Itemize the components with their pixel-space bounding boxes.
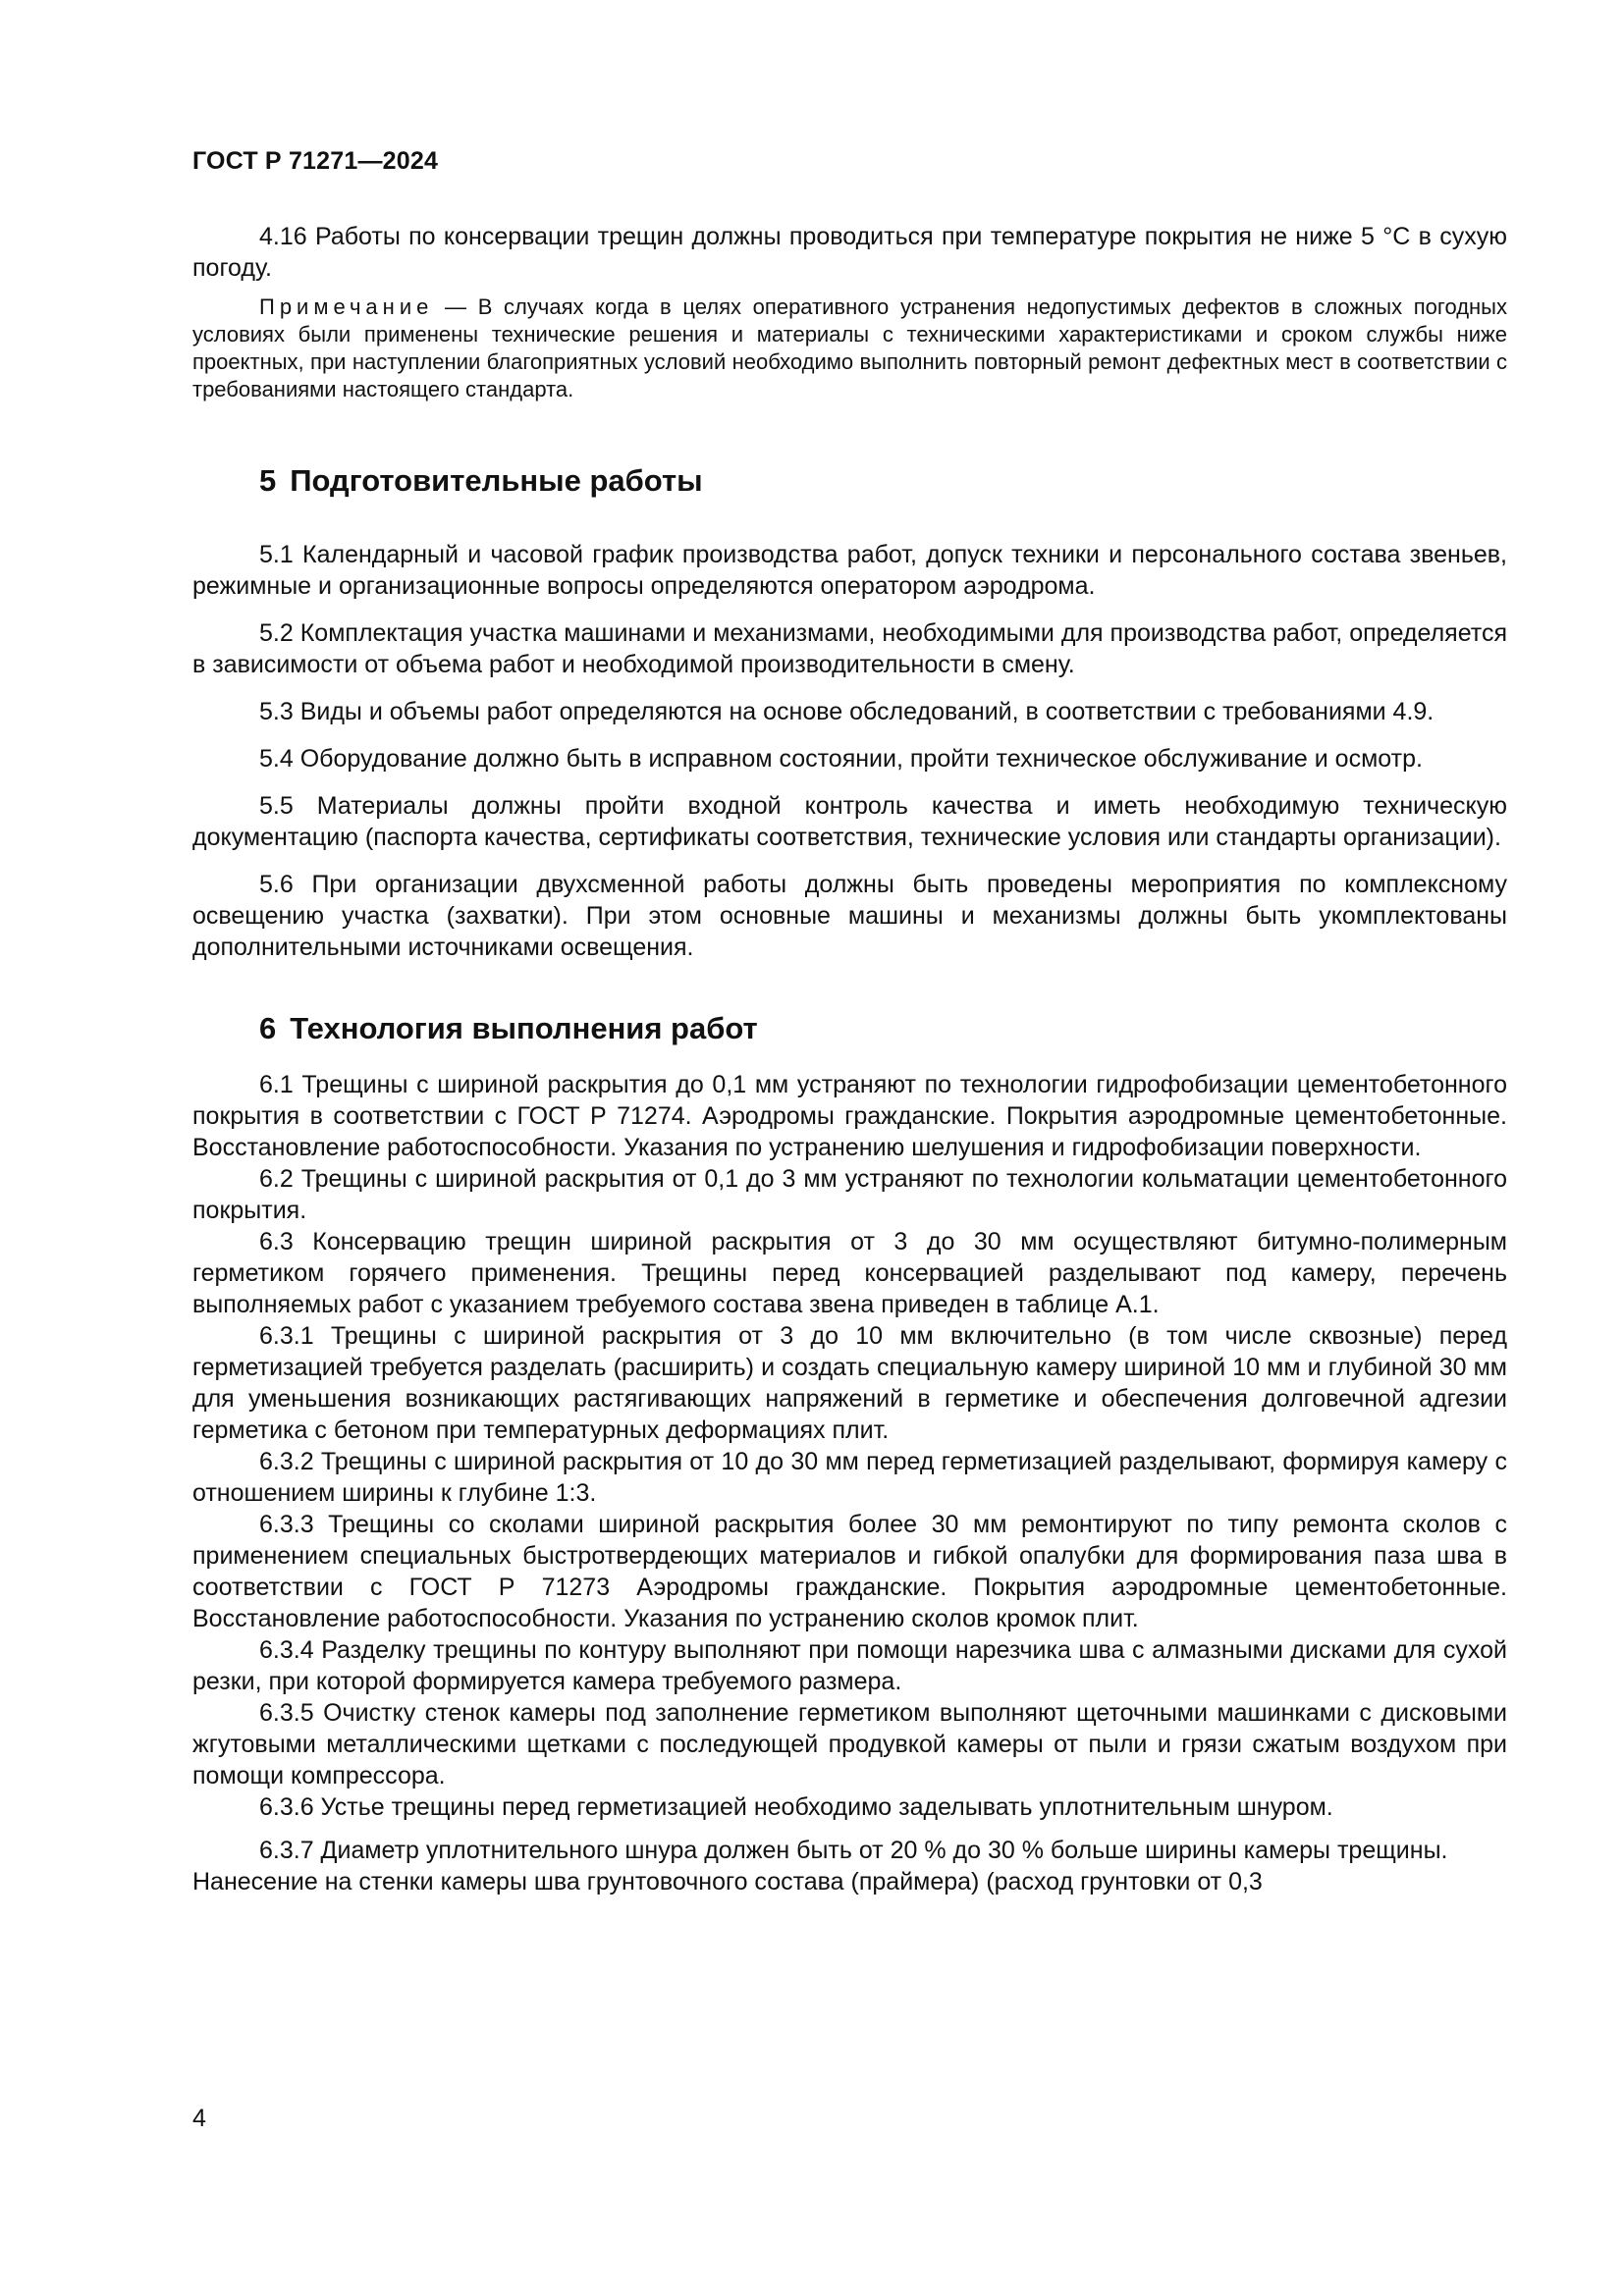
section-5-number: 5 bbox=[259, 463, 277, 498]
paragraph-5-6: 5.6 При организации двухсменной работы должны быть проведены мероприятия по комплексному освещению участка (захватки). При этом основные машины и механизмы должны быть укомплектованы дополнительными источниками освещения. bbox=[192, 871, 1507, 961]
paragraph-4-16: 4.16 Работы по консервации трещин должны проводиться при температуре покрытия не ниже 5 °С в сухую погоду. bbox=[192, 223, 1507, 282]
page-number: 4 bbox=[192, 2105, 206, 2132]
note-text: — В случаях когда в целях оперативного устранения недопустимых дефектов в сложных погодных условиях были применены технические решения и материалы с техническими характеристиками и сроком службы ниже проектных, при наступлении благоприятных условий необходимо выполнить повторный ремонт дефектных мест в соответствии с требованиями настоящего стандарта. bbox=[192, 294, 1507, 401]
paragraph-5-1: 5.1 Календарный и часовой график производства работ, допуск техники и персонального состава звеньев, режимные и организационные вопросы определяются оператором аэродрома. bbox=[192, 541, 1507, 600]
section-6-number: 6 bbox=[259, 1011, 277, 1045]
paragraph-6-3-7: 6.3.7 Диаметр уплотнительного шнура должен быть от 20 % до 30 % больше ширины камеры трещины. Нанесение на стенки камеры шва грунтовочного состава (праймера) (расход грунтовки от 0,3 bbox=[192, 1837, 1448, 1896]
note-label: Примечание bbox=[259, 294, 434, 319]
paragraph-5-3: 5.3 Виды и объемы работ определяются на основе обследований, в соответствии с требованиями 4.9. bbox=[259, 698, 1435, 725]
section-6-title: Технология выполнения работ bbox=[290, 1011, 758, 1045]
paragraph-6-3-2: 6.3.2 Трещины с шириной раскрытия от 10 до 30 мм перед герметизацией разделывают, формируя камеру с отношением ширины к глубине 1:3. bbox=[192, 1448, 1507, 1507]
paragraph-5-5: 5.5 Материалы должны пройти входной контроль качества и иметь необходимую техническую документацию (паспорта качества, сертификаты соответствия, технические условия или стандарты организации). bbox=[192, 792, 1507, 851]
section-5-title: Подготовительные работы bbox=[290, 463, 703, 498]
paragraph-6-3-3: 6.3.3 Трещины со сколами шириной раскрытия более 30 мм ремонтируют по типу ремонта сколов с применением специальных быстротвердеющих материалов и гибкой опалубки для формирования паза шва в соответствии с ГОСТ Р 71273 Аэродромы гражданские. Покрытия аэродромные цементобетонные. Восстановление работоспособности. Указания по устранению сколов кромок плит. bbox=[192, 1511, 1507, 1632]
paragraph-5-4: 5.4 Оборудование должно быть в исправном состоянии, пройти техническое обслуживание и осмотр. bbox=[259, 745, 1423, 773]
paragraph-6-3: 6.3 Консервацию трещин шириной раскрытия от 3 до 30 мм осуществляют битумно-полимерным герметиком горячего применения. Трещины перед консервацией разделывают под камеру, перечень выполняемых работ с указанием требуемого состава звена приведен в таблице А.1. bbox=[192, 1228, 1507, 1318]
paragraph-6-3-5: 6.3.5 Очистку стенок камеры под заполнение герметиком выполняют щеточными машинками с дисковыми жгутовыми металлическими щетками с последующей продувкой камеры от пыли и грязи сжатым воздухом при помощи компрессора. bbox=[192, 1699, 1507, 1789]
note-block bbox=[192, 294, 1507, 403]
paragraph-6-3-1: 6.3.1 Трещины с шириной раскрытия от 3 до 10 мм включительно (в том числе сквозные) перед герметизацией требуется разделать (расширить) и создать специальную камеру шириной 10 мм и глубиной 30 мм для уменьшения возникающих растягивающих напряжений в герметике и обеспечения долговечной адгезии герметика с бетоном при температурных деформациях плит. bbox=[192, 1322, 1507, 1444]
section-5-heading bbox=[192, 464, 1507, 498]
paragraph-6-3-6: 6.3.6 Устье трещины перед герметизацией необходимо заделывать уплотнительным шнуром. bbox=[259, 1793, 1333, 1821]
document-body bbox=[192, 221, 1507, 1897]
document-code-header: ГОСТ Р 71271—2024 bbox=[192, 147, 439, 175]
section-6-heading bbox=[192, 1012, 1507, 1045]
paragraph-6-3-4: 6.3.4 Разделку трещины по контуру выполняют при помощи нарезчика шва с алмазными дисками для сухой резки, при которой формируется камера требуемого размера. bbox=[192, 1636, 1507, 1695]
paragraph-6-2: 6.2 Трещины с шириной раскрытия от 0,1 до 3 мм устраняют по технологии кольматации цементобетонного покрытия. bbox=[192, 1165, 1507, 1224]
paragraph-6-1: 6.1 Трещины с шириной раскрытия до 0,1 мм устраняют по технологии гидрофобизации цементобетонного покрытия в соответствии с ГОСТ Р 71274. Аэродромы гражданские. Покрытия аэродромные цементобетонные. Восстановление работоспособности. Указания по устранению шелушения и гидрофобизации поверхности. bbox=[192, 1071, 1507, 1161]
paragraph-5-2: 5.2 Комплектация участка машинами и механизмами, необходимыми для производства работ, определяется в зависимости от объема работ и необходимой производительности в смену. bbox=[192, 619, 1507, 678]
